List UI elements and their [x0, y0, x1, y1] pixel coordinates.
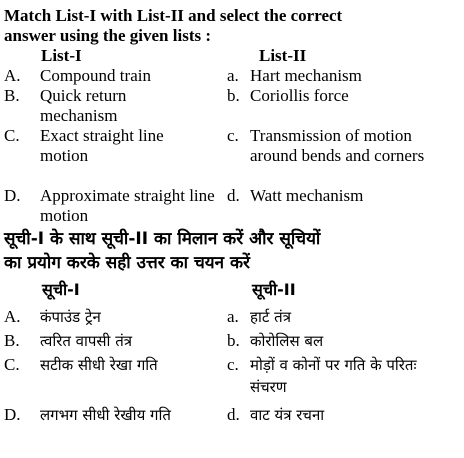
- item-label: A.: [4, 307, 21, 326]
- list1-item: Exact straight line motion: [40, 126, 164, 165]
- item-label: a.: [227, 307, 239, 326]
- item-label: c.: [227, 355, 239, 374]
- item-label: C.: [4, 355, 20, 374]
- item-label: D.: [4, 186, 21, 205]
- item-label: D.: [4, 405, 21, 424]
- list1-item: कंपाउंड ट्रेन: [40, 308, 101, 326]
- list2-heading-en: List-II: [259, 46, 307, 65]
- item-label: d.: [227, 405, 240, 424]
- list2-item: Watt mechanism: [250, 186, 364, 205]
- list2-heading-hi: सूची-II: [252, 280, 296, 299]
- list1-heading-hi: सूची-I: [42, 280, 80, 299]
- question-text-en-line2: answer using the given lists :: [4, 26, 212, 45]
- item-label: c.: [227, 126, 239, 145]
- question-text-hi-line1: सूची-I के साथ सूची-II का मिलान करें और सूचियों: [4, 229, 321, 249]
- list1-item: त्वरित वापसी तंत्र: [40, 332, 133, 350]
- item-label: b.: [227, 86, 240, 105]
- item-label: b.: [227, 331, 240, 350]
- list1-heading-en: List-I: [41, 46, 82, 65]
- list2-item: मोड़ों व कोनों पर गति के परितः संचरण: [250, 356, 417, 396]
- item-label: d.: [227, 186, 240, 205]
- list1-item: सटीक सीधी रेखा गति: [40, 356, 158, 374]
- list2-item: Coriollis force: [250, 86, 349, 105]
- question-text-en-line1: Match List-I with List-II and select the correct: [4, 6, 343, 25]
- list1-item: Compound train: [40, 66, 151, 85]
- question-text-hi-line2: का प्रयोग करके सही उत्तर का चयन करें: [4, 253, 250, 273]
- item-label: A.: [4, 66, 21, 85]
- item-label: B.: [4, 331, 20, 350]
- list2-item: हार्ट तंत्र: [250, 308, 292, 326]
- list1-item: लगभग सीधी रेखीय गति: [40, 406, 171, 424]
- list2-item: Transmission of motion around bends and corners: [250, 126, 425, 165]
- list2-item: कोरोलिस बल: [250, 332, 324, 350]
- item-label: B.: [4, 86, 20, 105]
- item-label: a.: [227, 66, 239, 85]
- list2-item: वाट यंत्र रचना: [250, 406, 325, 424]
- list2-item: Hart mechanism: [250, 66, 362, 85]
- list1-item: Quick return mechanism: [40, 86, 127, 125]
- list1-item: Approximate straight line motion: [40, 186, 215, 225]
- item-label: C.: [4, 126, 20, 145]
